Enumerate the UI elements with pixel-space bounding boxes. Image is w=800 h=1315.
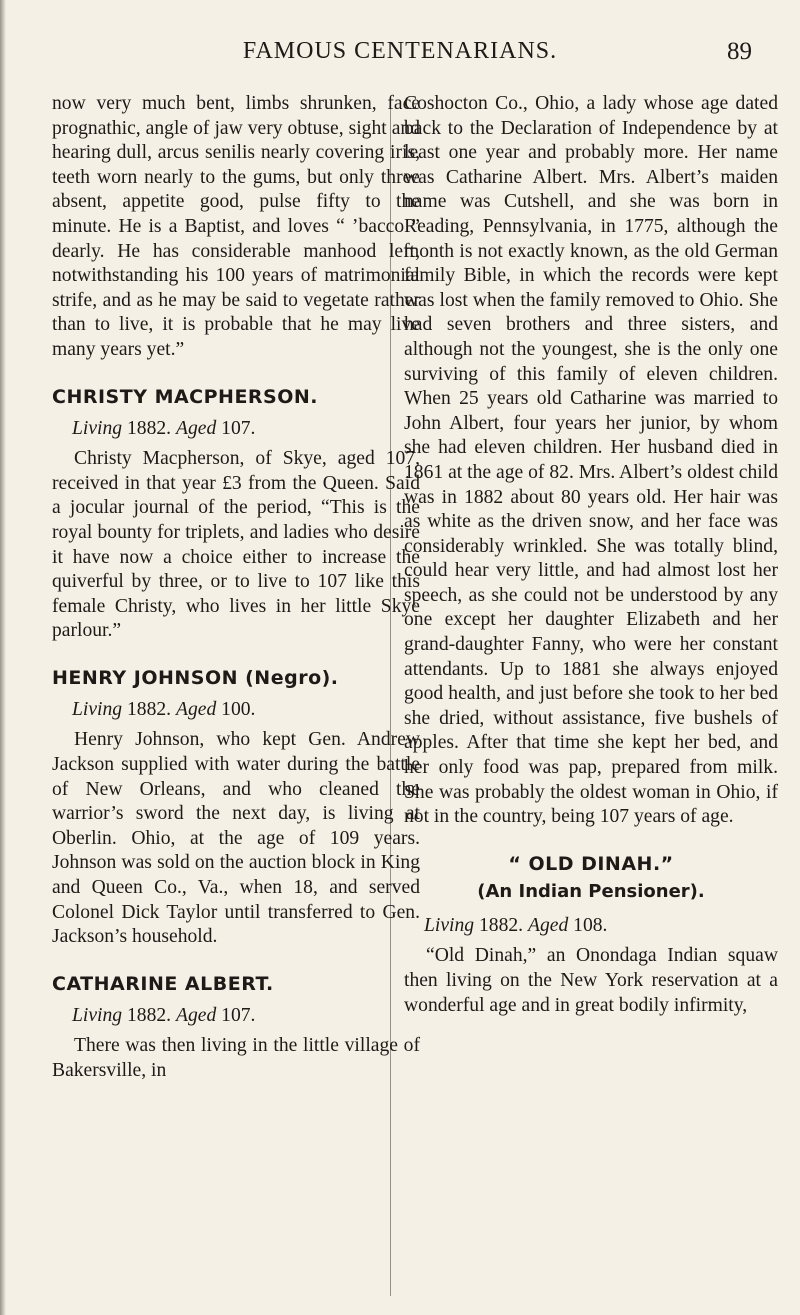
entry-meta — [72, 698, 420, 723]
aged-value: 108. — [573, 914, 608, 936]
continuation-paragraph: now very much bent, limbs shrunken, face prognathic, angle of jaw very obtuse, sight and hearing dull, arcus senilis nearly covering iris, teeth worn nearly to the gums, but only three absent, appetite good, pulse fifty to the minute. He is a Baptist, and loves “ ’bacco ” dearly. He has considerable manhood left, notwithstanding his 100 years of matrimonial strife, and as he may be said to vegetate rather than to live, it is probable that he may live many years yet.” — [52, 93, 420, 360]
aged-label: Aged — [175, 417, 217, 439]
living-label: Living — [72, 698, 123, 720]
entry-body: Henry Johnson, who kept Gen. Andrew Jackson supplied with water during the battle of New Orleans, and who cleaned the warrior’s sword the next day, is living at Oberlin. Ohio, at the age of 109 years. Johnson was sold on the auction block in King and Queen Co., Va., when 18, and served Colonel Dick Taylor until transferred to Gen. Jackson’s household. — [52, 729, 420, 948]
living-label: Living — [72, 1004, 123, 1026]
entry-meta — [72, 417, 420, 442]
living-label: Living — [72, 417, 123, 439]
aged-value: 107. — [221, 417, 256, 439]
aged-label: Aged — [527, 914, 569, 936]
entry-subheading: (An Indian Pensioner). — [477, 880, 705, 902]
living-year: 1882. — [478, 914, 524, 936]
left-column — [52, 92, 420, 1084]
right-column — [404, 92, 778, 1018]
living-year: 1882. — [126, 698, 172, 720]
entry-meta — [72, 1004, 420, 1029]
entry-body: Christy Macpherson, of Skye, aged 107, received in that year £3 from the Queen. Said a jocular journal of the period, “This is the royal bounty for triplets, and ladies who desire it have now a choice either to increase the quiverful by three, or to live to 107 like this female Christy, who lives in her little Skye parlour.” — [52, 448, 420, 642]
entry-body: There was then living in the little village of Bakersville, in — [52, 1035, 420, 1081]
entry-heading: CHRISTY MACPHERSON. — [52, 385, 319, 408]
page-edge-shadow — [0, 0, 6, 1315]
aged-value: 107. — [221, 1004, 256, 1026]
running-head: FAMOUS CENTENARIANS. — [242, 38, 558, 64]
page-number: 89 — [727, 38, 752, 65]
entry-meta — [424, 914, 778, 939]
continuation-paragraph: Coshocton Co., Ohio, a lady whose age dated back to the Declaration of Independence by at least one year and probably more. Her name was Catharine Albert. Mrs. Albert’s maiden name was Cutshell, and she was born in Reading, Pennsylvania, in 1775, although the month is not exactly known, as the old German family Bible, in which the records were kept was lost when the family removed to Ohio. She had seven brothers and three sisters, and although not the youngest, she is the only one surviving of this family of eleven children. When 25 years old Catharine was married to John Albert, four years her junior, by whom she had eleven children. Her husband died in 1861 at the age of 82. Mrs. Albert’s oldest child was in 1882 about 80 years old. Her hair was as white as the driven snow, and her face was considerably wrinkled. She was totally blind, could hear very little, and had almost lost her speech, as she could not be understood by any one except her daughter Elizabeth and her grand-daughter Fanny, who were her constant attendants. Up to 1881 she always enjoyed good health, and just before she took to her bed she dried, without assistance, five bushels of apples. After that time she kept her bed, and her only food was pap, prepared from milk. She was probably the oldest woman in Ohio, if not in the country, being 107 years of age. — [404, 93, 778, 828]
aged-label: Aged — [175, 1004, 217, 1026]
page-header — [0, 38, 800, 78]
living-label: Living — [424, 914, 475, 936]
living-year: 1882. — [126, 1004, 172, 1026]
living-year: 1882. — [126, 417, 172, 439]
entry-heading: “ OLD DINAH.” — [508, 852, 674, 875]
aged-label: Aged — [175, 698, 217, 720]
entry-body: “Old Dinah,” an Onondaga Indian squaw then living on the New York reservation at a wonderful age and in great bodily infirmity, — [404, 945, 778, 1016]
aged-value: 100. — [221, 698, 256, 720]
entry-heading: CATHARINE ALBERT. — [52, 972, 274, 995]
entry-heading: HENRY JOHNSON (Negro). — [52, 666, 339, 689]
